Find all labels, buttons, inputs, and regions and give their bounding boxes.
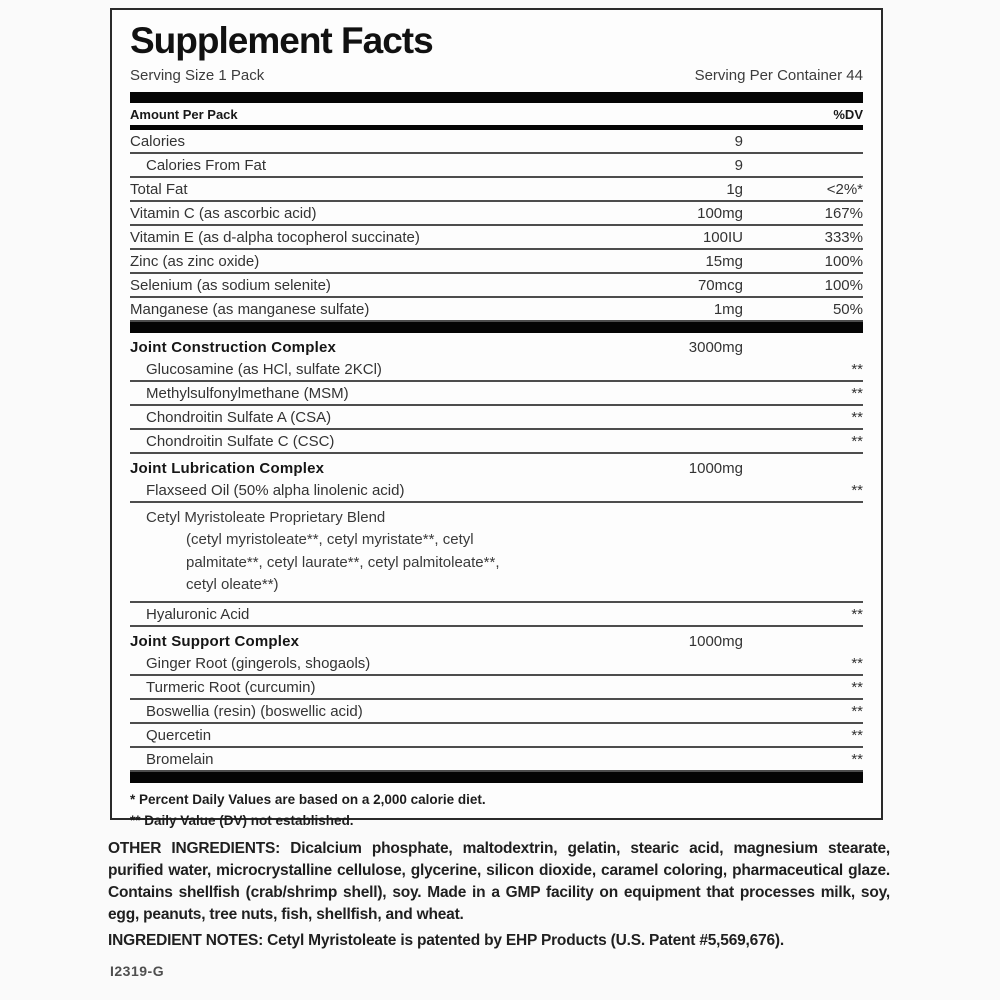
ingredient-notes-label: INGREDIENT NOTES: [108, 932, 268, 949]
nutrient-amount: 1000mg [688, 459, 743, 477]
nutrient-dv: 50% [832, 300, 863, 318]
nutrient-name: Methylsulfonylmethane (MSM) [146, 384, 349, 402]
nutrient-name: Bromelain [146, 750, 214, 768]
nutrient-name: Joint Lubrication Complex [130, 459, 325, 477]
nutrient-name: Hyaluronic Acid [146, 605, 250, 623]
ingredient-notes-paragraph [108, 930, 890, 952]
nutrient-row [130, 130, 863, 154]
nutrient-row [130, 226, 863, 250]
ingredient-notes-text: Cetyl Myristoleate is patented by EHP Products (U.S. Patent #5,569,676). [267, 932, 784, 949]
divider-bar-bottom [130, 772, 863, 783]
nutrient-dv: ** [851, 654, 863, 672]
nutrient-row [130, 748, 863, 772]
panel-title: Supplement Facts [130, 20, 433, 61]
other-ingredients-label: OTHER INGREDIENTS: [108, 840, 291, 857]
dv-header: %DV [833, 106, 863, 122]
nutrient-name: Zinc (as zinc oxide) [130, 252, 260, 270]
nutrient-name: Vitamin C (as ascorbic acid) [130, 204, 317, 222]
footnote-dv-not-established: ** Daily Value (DV) not established. [130, 812, 354, 828]
nutrient-name: Ginger Root (gingerols, shogaols) [146, 654, 371, 672]
nutrient-amount: 100IU [702, 228, 743, 246]
serving-size: Serving Size 1 Pack [130, 66, 265, 84]
nutrient-row [130, 652, 863, 676]
nutrient-name: Vitamin E (as d-alpha tocopherol succinate) [130, 228, 420, 246]
nutrient-row [130, 202, 863, 226]
nutrient-row [130, 298, 863, 322]
nutrient-dv: ** [851, 408, 863, 426]
nutrient-amount: 9 [734, 156, 743, 174]
blend-ingredients-line: cetyl oleate**) [186, 576, 279, 594]
nutrient-name: Chondroitin Sulfate A (CSA) [146, 408, 332, 426]
nutrient-dv: ** [851, 481, 863, 499]
other-ingredients-paragraph [108, 838, 890, 926]
proprietary-blend-row [130, 503, 863, 603]
nutrient-row [130, 479, 863, 503]
nutrient-row [130, 382, 863, 406]
supplement-facts-panel [110, 8, 883, 828]
nutrient-row [130, 358, 863, 382]
nutrient-row [130, 274, 863, 298]
nutrient-name: Selenium (as sodium selenite) [130, 276, 331, 294]
nutrient-amount: 1000mg [688, 632, 743, 650]
nutrient-row [130, 724, 863, 748]
blend-ingredients-line: (cetyl myristoleate**, cetyl myristate**, cetyl [186, 531, 474, 549]
serving-info-row [130, 67, 863, 84]
nutrient-row [130, 603, 863, 627]
nutrient-row [130, 700, 863, 724]
blend-name: Cetyl Myristoleate Proprietary Blend [146, 508, 386, 526]
servings-per-container: Serving Per Container 44 [694, 66, 863, 84]
nutrient-name: Calories From Fat [146, 156, 267, 174]
nutrient-amount: 9 [734, 132, 743, 150]
nutrient-dv: ** [851, 432, 863, 450]
nutrient-dv: ** [851, 726, 863, 744]
footnotes [130, 790, 863, 832]
nutrient-amount: 70mcg [697, 276, 743, 294]
nutrient-name: Chondroitin Sulfate C (CSC) [146, 432, 335, 450]
nutrient-name: Turmeric Root (curcumin) [146, 678, 316, 696]
nutrient-dv: ** [851, 384, 863, 402]
nutrient-name: Total Fat [130, 180, 188, 198]
nutrient-name: Joint Support Complex [130, 632, 300, 650]
lot-code: I2319-G [110, 963, 165, 979]
nutrient-dv: 333% [824, 228, 863, 246]
nutrient-amount: 15mg [705, 252, 743, 270]
nutrient-name: Flaxseed Oil (50% alpha linolenic acid) [146, 481, 405, 499]
divider-bar [130, 322, 863, 333]
nutrient-dv: 100% [824, 276, 863, 294]
nutrient-dv: ** [851, 750, 863, 768]
nutrient-dv: <2%* [826, 180, 863, 198]
nutrient-amount: 1mg [713, 300, 743, 318]
nutrient-row [130, 250, 863, 274]
nutrient-row [130, 676, 863, 700]
nutrient-row [130, 178, 863, 202]
nutrient-row [130, 430, 863, 454]
nutrient-name: Glucosamine (as HCl, sulfate 2KCl) [146, 360, 382, 378]
nutrient-amount: 3000mg [688, 338, 743, 356]
column-header-row [130, 103, 863, 125]
nutrient-name: Boswellia (resin) (boswellic acid) [146, 702, 363, 720]
nutrient-dv: ** [851, 678, 863, 696]
nutrient-row [130, 406, 863, 430]
amount-per-pack-header: Amount Per Pack [130, 106, 238, 122]
section-header-row [130, 627, 863, 652]
nutrient-row [130, 154, 863, 178]
nutrient-name: Calories [130, 132, 186, 150]
divider-bar-top [130, 92, 863, 103]
blend-ingredients-line: palmitate**, cetyl laurate**, cetyl palmitoleate**, [186, 553, 500, 571]
nutrient-name: Quercetin [146, 726, 212, 744]
footnote-daily-values: * Percent Daily Values are based on a 2,000 calorie diet. [130, 791, 486, 807]
section-header-row [130, 454, 863, 479]
nutrient-name: Manganese (as manganese sulfate) [130, 300, 370, 318]
section-header-row [130, 333, 863, 358]
nutrient-amount: 1g [726, 180, 743, 198]
nutrient-rows [130, 130, 863, 772]
nutrient-dv: ** [851, 605, 863, 623]
nutrient-amount: 100mg [697, 204, 743, 222]
other-ingredients-text: Dicalcium phosphate, maltodextrin, gelatin, stearic acid, magnesium stearate, purified water, microcrystalline cellulose, glycerine, silicon dioxide, caramel coloring, pharmaceutical glaze. Contains shellfish (crab/shrimp shell), soy. Made in a GMP facility on equipment that processes milk, soy, egg, peanuts, tree nuts, fish, shellfish, and wheat. [108, 840, 890, 923]
nutrient-dv: 100% [824, 252, 863, 270]
nutrient-name: Joint Construction Complex [130, 338, 337, 356]
nutrient-dv: 167% [824, 204, 863, 222]
nutrient-dv: ** [851, 702, 863, 720]
nutrient-dv: ** [851, 360, 863, 378]
